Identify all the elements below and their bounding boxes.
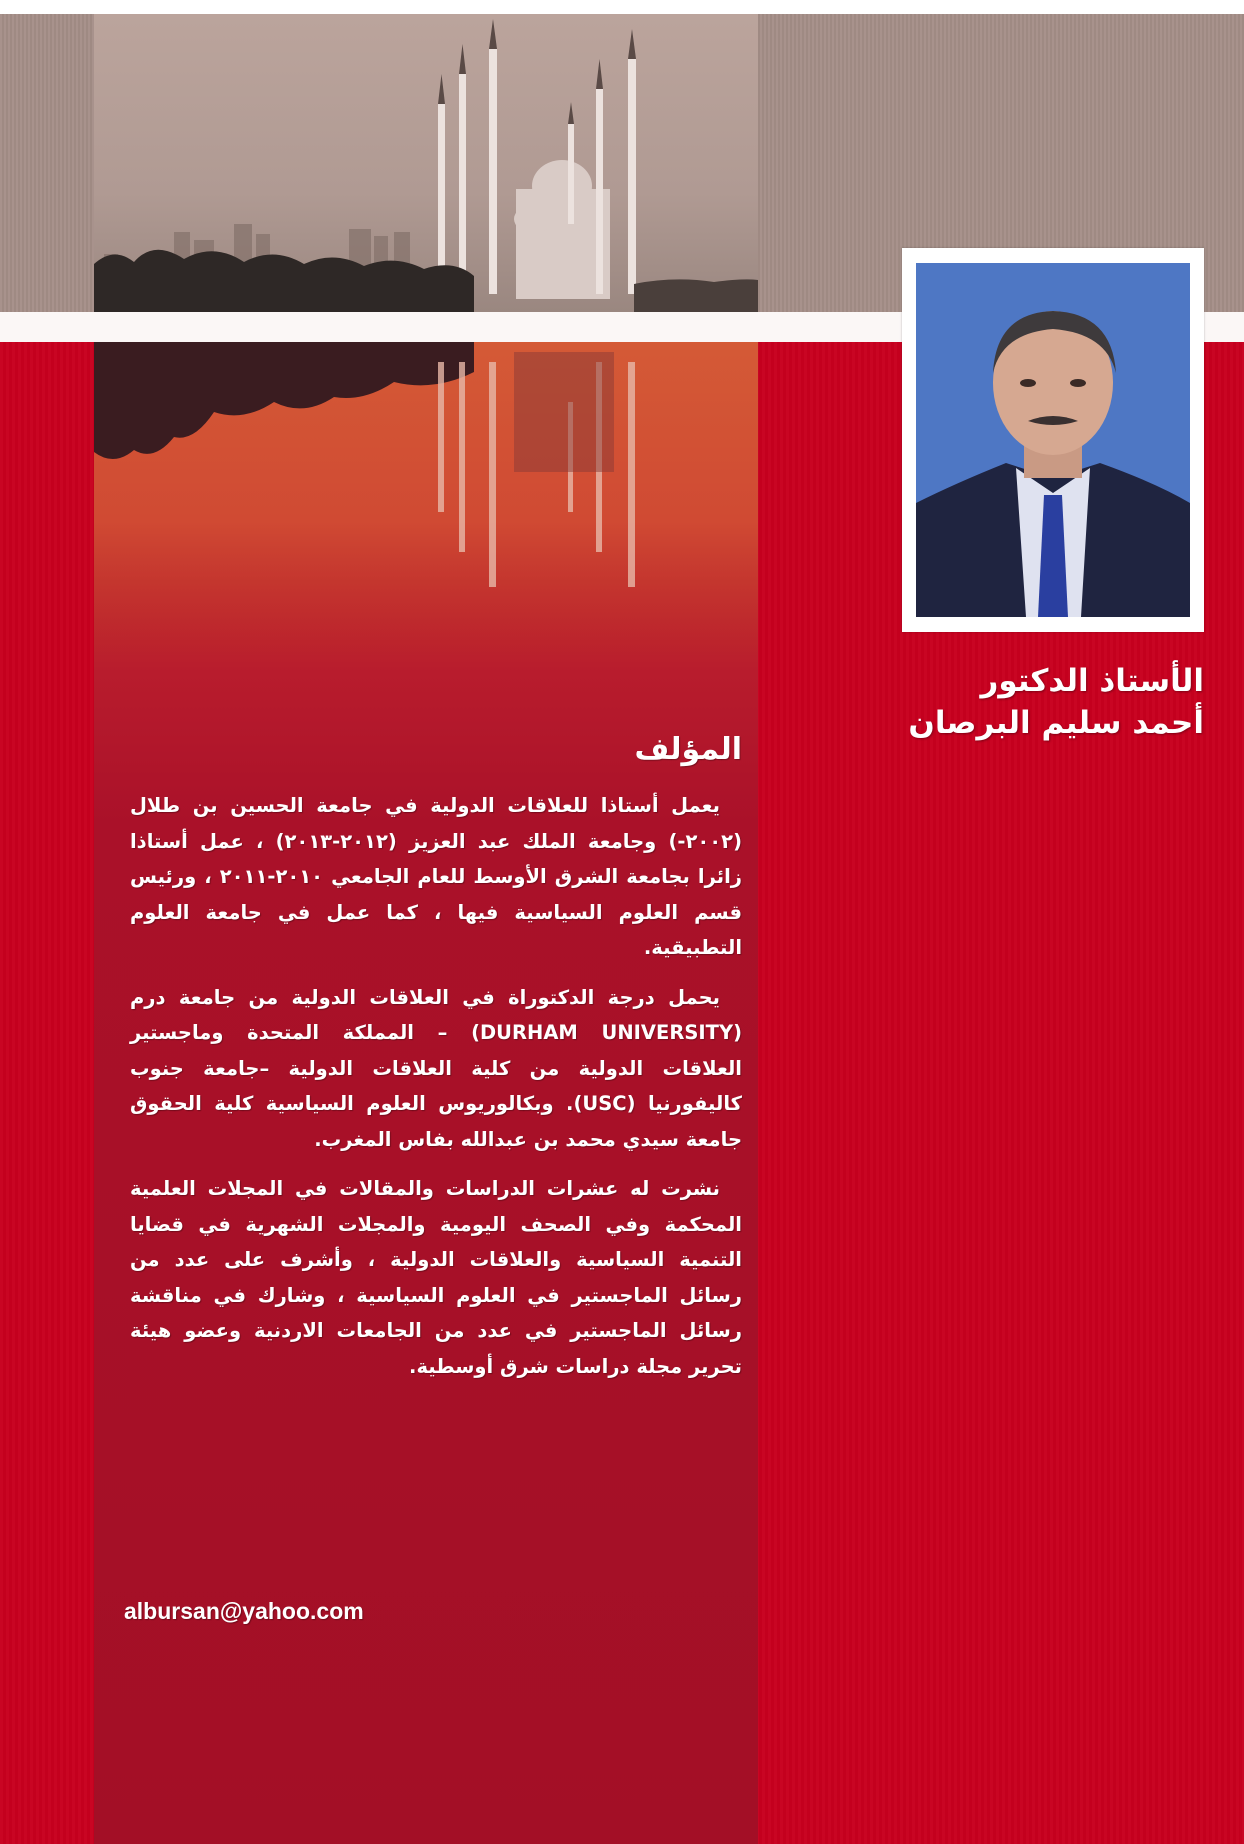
reflection-illustration xyxy=(94,342,758,642)
bio-paragraph-publications: نشرت له عشرات الدراسات والمقالات في المجلات العلمية المحكمة وفي الصحف اليومية والمجلات الشهرية في قضايا التنمية السياسية والعلاقات الدولية ، وأشرف على عدد من رسائل الماجستير في العلوم السياسية ، وشارك في مناقشة رسائل الماجستير في عدد من الجامعات الاردنية وعضو هيئة تحرير مجلة دراسات شرق أوسطية. xyxy=(130,1177,742,1378)
bio-paragraph-positions: يعمل أستاذا للعلاقات الدولية في جامعة الحسين بن طلال (٢٠٠٢-) وجامعة الملك عبد العزيز (٢٠١٢-٢٠١٣) ، عمل أستاذا زائرا بجامعة الشرق الأوسط للعام الجامعي ٢٠١٠-٢٠١١ ، ورئيس قسم العلوم السياسية فيها ، كما عمل في جامعة العلوم التطبيقية. xyxy=(130,794,742,959)
author-name-block xyxy=(784,660,1204,744)
author-name: أحمد سليم البرصان xyxy=(908,705,1204,741)
author-title: الأستاذ الدكتور xyxy=(980,663,1204,699)
author-portrait-illustration xyxy=(916,263,1190,617)
bio-heading: المؤلف xyxy=(634,732,742,767)
top-white-strip xyxy=(0,0,1244,14)
author-bio xyxy=(130,730,742,1398)
mosque-illustration xyxy=(94,14,758,312)
author-portrait xyxy=(916,263,1190,617)
bio-paragraph-education: يحمل درجة الدكتوراة في العلاقات الدولية من جامعة درم (DURHAM UNIVERSITY) – المملكة المتحدة وماجستير العلاقات الدولية من كلية العلاقات الدولية –جامعة جنوب كاليفورنيا (USC). وبكالوريوس العلوم السياسية كلية الحقوق جامعة سيدي محمد بن عبدالله بفاس المغرب. xyxy=(130,985,742,1151)
mosque-photo xyxy=(94,14,758,312)
reflection-photo xyxy=(94,342,758,642)
author-email[interactable]: albursan@yahoo.com xyxy=(124,1598,364,1624)
portrait-frame xyxy=(902,248,1204,632)
